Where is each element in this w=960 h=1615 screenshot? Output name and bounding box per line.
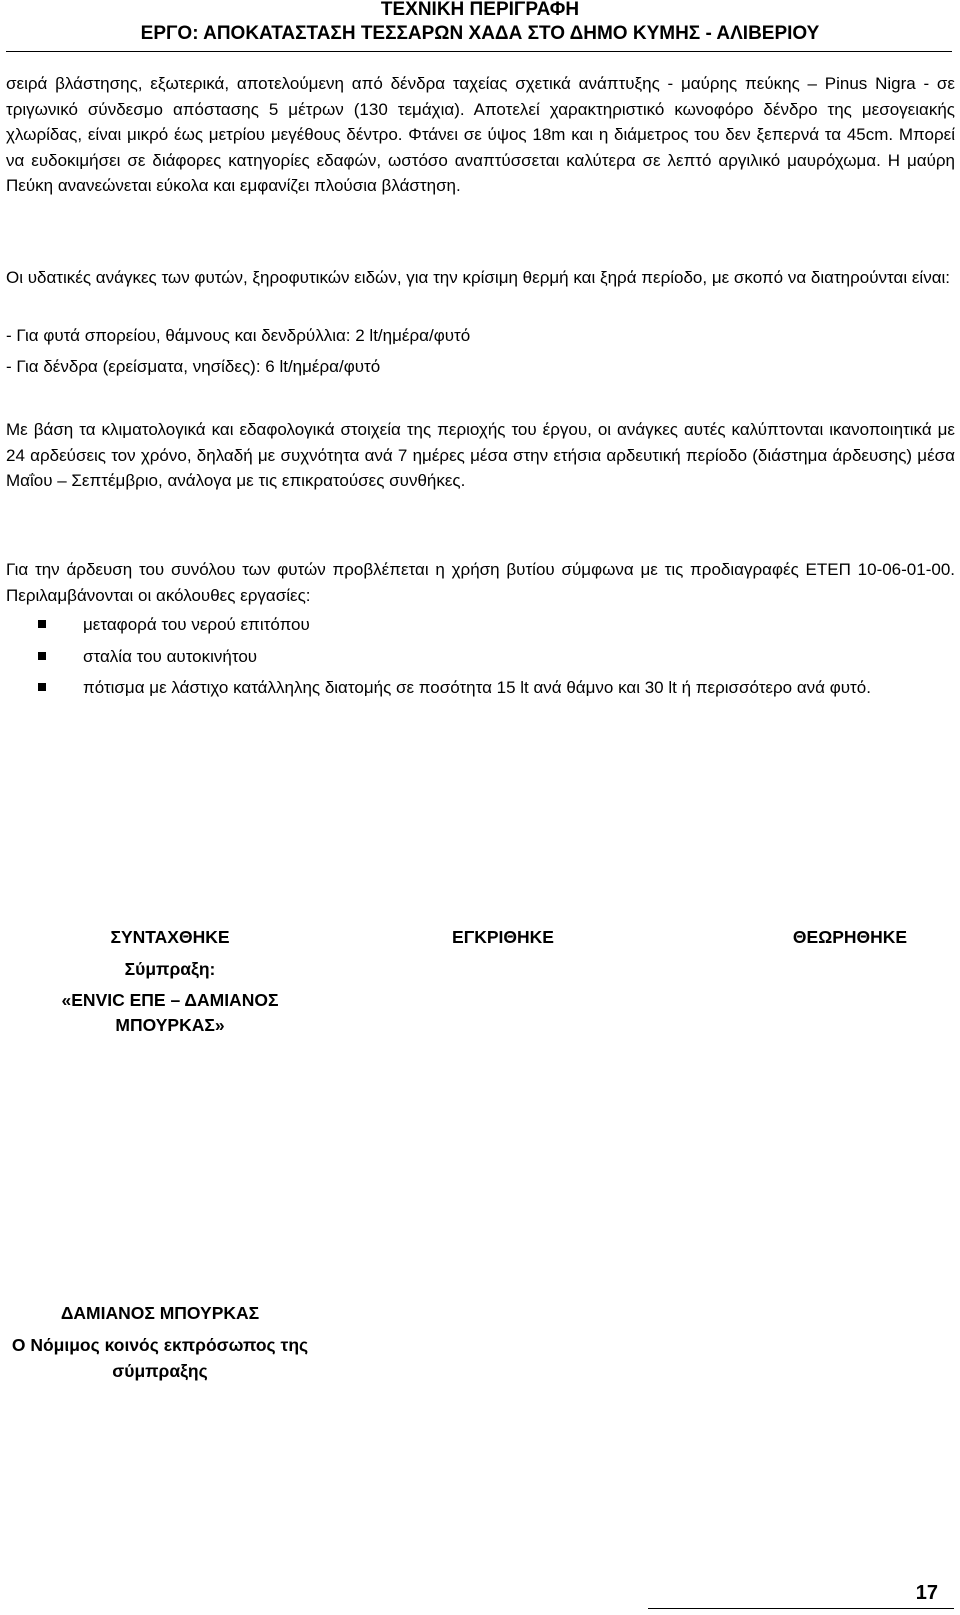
composed-label: ΣΥΝΤΑΧΘΗΚΕ (110, 927, 230, 947)
project-title: ΕΡΓΟ: ΑΠΟΚΑΤΑΣΤΑΣΗ ΤΕΣΣΑΡΩΝ ΧΑΔΑ ΣΤΟ ΔΗΜΟ ΚΥΜΗΣ - ΑΛΙΒΕΡΙΟΥ (140, 23, 820, 44)
paragraph-irrigation-method: Για την άρδευση του συνόλου των φυτών προβλέπεται η χρήση βυτίου σύμφωνα με τις προδιαγραφές ΕΤΕΠ 10-06-01-00. Περιλαμβάνονται οι ακόλουθες εργασίες: (6, 560, 955, 605)
document-title: ΤΕΧΝΙΚΗ ΠΕΡΙΓΡΑΦΗ (380, 0, 580, 20)
square-bullet-icon (38, 683, 46, 691)
representative-block (10, 1300, 310, 1384)
square-bullet-icon (38, 620, 46, 628)
square-bullet-icon (38, 652, 46, 660)
footer-divider (648, 1608, 954, 1609)
paragraph-water-needs: Οι υδατικές ανάγκες των φυτών, ξηροφυτικών ειδών, για την κρίσιμη θερμή και ξηρά περίοδο, με σκοπό να διατηρούνται είναι: (6, 268, 951, 287)
reviewed-label: ΘΕΩΡΗΘΗΚΕ (792, 927, 908, 947)
page-number: 17 (915, 1582, 938, 1604)
joint-venture-label: Σύμπραξη: (124, 959, 216, 979)
paragraph-pinus-nigra: σειρά βλάστησης, εξωτερικά, αποτελούμενη από δένδρα ταχείας σχετικά ανάπτυξης - μαύρης πεύκης – Pinus Nigra - σε τριγωνικό σύνδεσμο απόστασης 5 μέτρων (130 τεμάχια). Αποτελεί χαρακτηριστικό κωνοφόρο δένδρο της μεσογειακής χλωρίδας, είναι μικρό έως μετρίου μεγέθους δέντρο. Φτάνει σε ύψος 18m και η διάμετρος του δεν ξεπερνά τα 45cm. Μπορεί να ευδοκιμήσει σε διάφορες κατηγορίες εδαφών, ωστόσο αναπτύσσεται καλύτερα σε λεπτό αργιλικό μαυρόχωμα. Η μαύρη Πεύκη ανανεώνεται εύκολα και εμφανίζει πλούσια βλάστηση. (6, 74, 955, 195)
representative-name: ΔΑΜΙΑΝΟΣ ΜΠΟΥΡΚΑΣ (60, 1303, 260, 1323)
header-divider (6, 51, 952, 52)
list-item (6, 644, 955, 670)
list-item-text: σταλία του αυτοκινήτου (83, 646, 258, 666)
list-item (6, 612, 955, 638)
water-need-shrubs: - Για φυτά σπορείου, θάμνους και δενδρύλλια: 2 lt/ημέρα/φυτό (6, 326, 471, 345)
water-need-trees: - Για δένδρα (ερείσματα, νησίδες): 6 lt/ημέρα/φυτό (6, 357, 381, 376)
company-name: «ENVIC ΕΠΕ – ΔΑΜΙΑΝΟΣ ΜΠΟΥΡΚΑΣ» (61, 990, 279, 1035)
tasks-list (6, 612, 955, 707)
list-item (6, 675, 955, 701)
representative-role: Ο Νόμιμος κοινός εκπρόσωπος της σύμπραξης (11, 1335, 309, 1381)
list-item-text: μεταφορά του νερού επιτόπου (83, 615, 310, 634)
approved-label: ΕΓΚΡΙΘΗΚΕ (452, 927, 554, 947)
paragraph-irrigation-frequency: Με βάση τα κλιματολογικά και εδαφολογικά στοιχεία της περιοχής του έργου, οι ανάγκες αυτές καλύπτονται ικανοποιητικά με 24 αρδεύσεις τον χρόνο, δηλαδή με συχνότητα ανά 7 ημέρες μέσα στην ετήσια αρδευτική περίοδο (διάστημα άρδευσης) μέσα Μαΐου – Σεπτέμβριο, ανάλογα με τις επικρατούσες συνθήκες. (6, 420, 955, 490)
signature-block-composed (60, 925, 280, 1038)
list-item-text: πότισμα με λάστιχο κατάλληλης διατομής σε ποσότητα 15 lt ανά θάμνο και 30 lt ή περισσότερο ανά φυτό. (83, 678, 871, 697)
